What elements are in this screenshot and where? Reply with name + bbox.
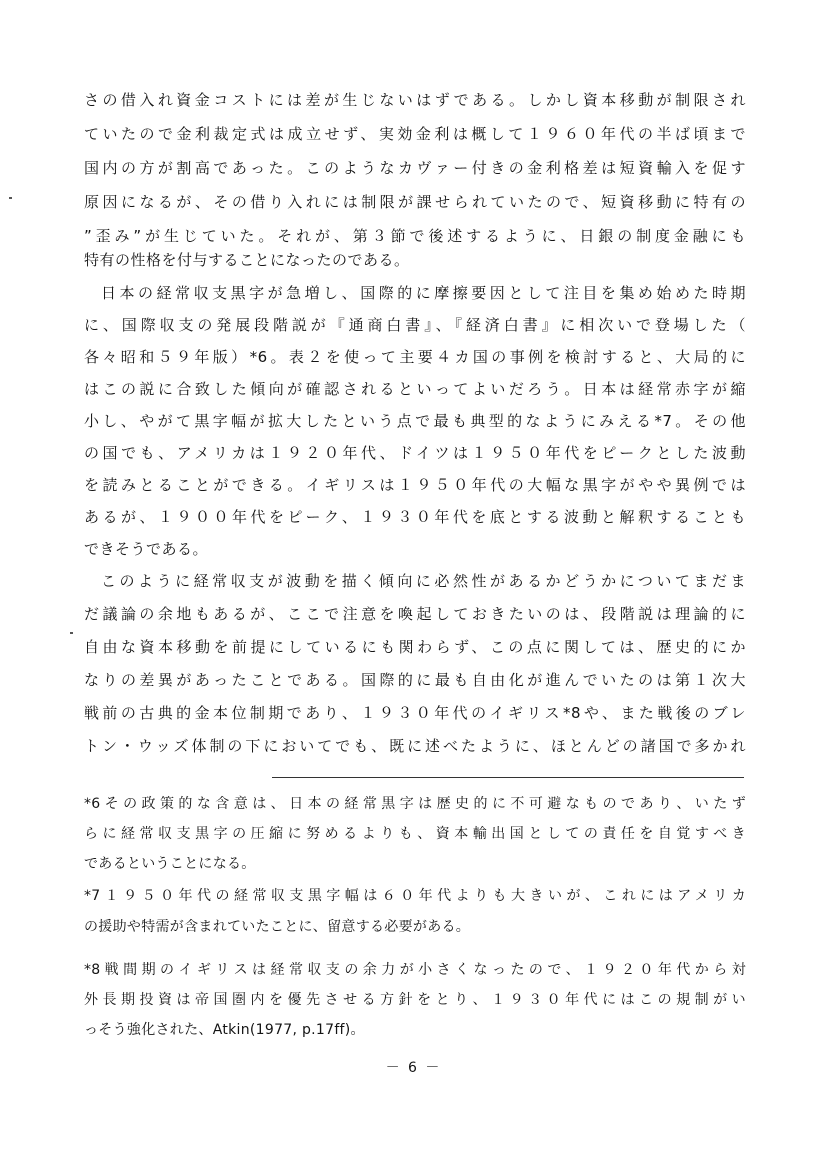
- footnote-line: 外長期投資は帝国圏内を優先させる方針をとり、１９３０年代にはこの規制がい: [84, 992, 746, 1008]
- footnote-line: の援助や特需が含まれていたことに、留意する必要がある。: [84, 919, 471, 935]
- body-line: に、国際収支の発展段階説が『通商白書』、『経済白書』に相次いで登場した（: [84, 316, 746, 334]
- footnote-line: であるということになる。: [84, 856, 256, 872]
- body-line: 日本の経常収支黒字が急増し、国際的に摩擦要因として注目を集め始めた時期: [101, 284, 746, 302]
- footnote-line: *8戦間期のイギリスは経常収支の余力が小さくなったので、１９２０年代から対: [84, 962, 746, 978]
- body-line: できそうである。: [84, 540, 209, 558]
- body-line: トン・ウッズ体制の下においてでも、既に述べたように、ほとんどの諸国で多かれ: [84, 737, 746, 755]
- scan-speck: [9, 197, 12, 199]
- footnote-separator: [272, 777, 744, 778]
- body-line: 自由な資本移動を前提にしているにも関わらず、この点に関しては、歴史的にか: [84, 638, 746, 656]
- body-line: だ議論の余地もあるが、ここで注意を喚起しておきたいのは、段階説は理論的に: [84, 605, 746, 623]
- body-line: はこの説に合致した傾向が確認されるといってよいだろう。日本は経常赤字が縮: [84, 380, 746, 398]
- footnote-line: *6その政策的な含意は、日本の経常黒字は歴史的に不可避なものであり、いたず: [84, 796, 746, 812]
- body-line: 戦前の古典的金本位制期であり、１９３０年代のイギリス*8や、また戦後のブレ: [84, 704, 746, 722]
- body-line: あるが、１９００年代をピーク、１９３０年代を底とする波動と解釈することも: [84, 508, 746, 526]
- footnote-line: *7１９５０年代の経常収支黒字幅は６０年代よりも大きいが、これにはアメリカ: [84, 888, 746, 904]
- body-line: の国でも、アメリカは１９２０年代、ドイツは１９５０年代をピークとした波動: [84, 444, 746, 462]
- footnote-line: らに経常収支黒字の圧縮に努めるよりも、資本輸出国としての責任を自覚すべき: [84, 826, 746, 842]
- body-line: なりの差異があったことである。国際的に最も自由化が進んでいたのは第１次大: [84, 671, 746, 689]
- page-number: － 6 －: [385, 1060, 442, 1076]
- body-line: さの借入れ資金コストには差が生じないはずである。しかし資本移動が制限され: [84, 91, 746, 109]
- scan-speck: [70, 632, 73, 634]
- body-line: ”歪み”が生じていた。それが、第３節で後述するように、日銀の制度金融にも: [84, 227, 746, 245]
- body-line: 国内の方が割高であった。このようなカヴァー付きの金利格差は短資輸入を促す: [84, 159, 746, 177]
- body-line: 小し、やがて黒字幅が拡大したという点で最も典型的なようにみえる*7。その他: [84, 412, 746, 430]
- body-line: 各々昭和５９年版）*6。表２を使って主要４カ国の事例を検討すると、大局的に: [84, 348, 746, 366]
- body-line: ていたので金利裁定式は成立せず、実効金利は概して１９６０年代の半ば頃まで: [84, 125, 746, 143]
- body-line: 特有の性格を付与することになったのである。: [84, 251, 410, 269]
- body-line: このように経常収支が波動を描く傾向に必然性があるかどうかについてまだま: [101, 572, 746, 590]
- body-line: 原因になるが、その借り入れには制限が課せられていたので、短資移動に特有の: [84, 193, 746, 211]
- footnote-line: っそう強化された、Atkin(1977, p.17ff)。: [84, 1022, 365, 1038]
- body-line: を読みとることができる。イギリスは１９５０年代の大幅な黒字がやや異例では: [84, 476, 746, 494]
